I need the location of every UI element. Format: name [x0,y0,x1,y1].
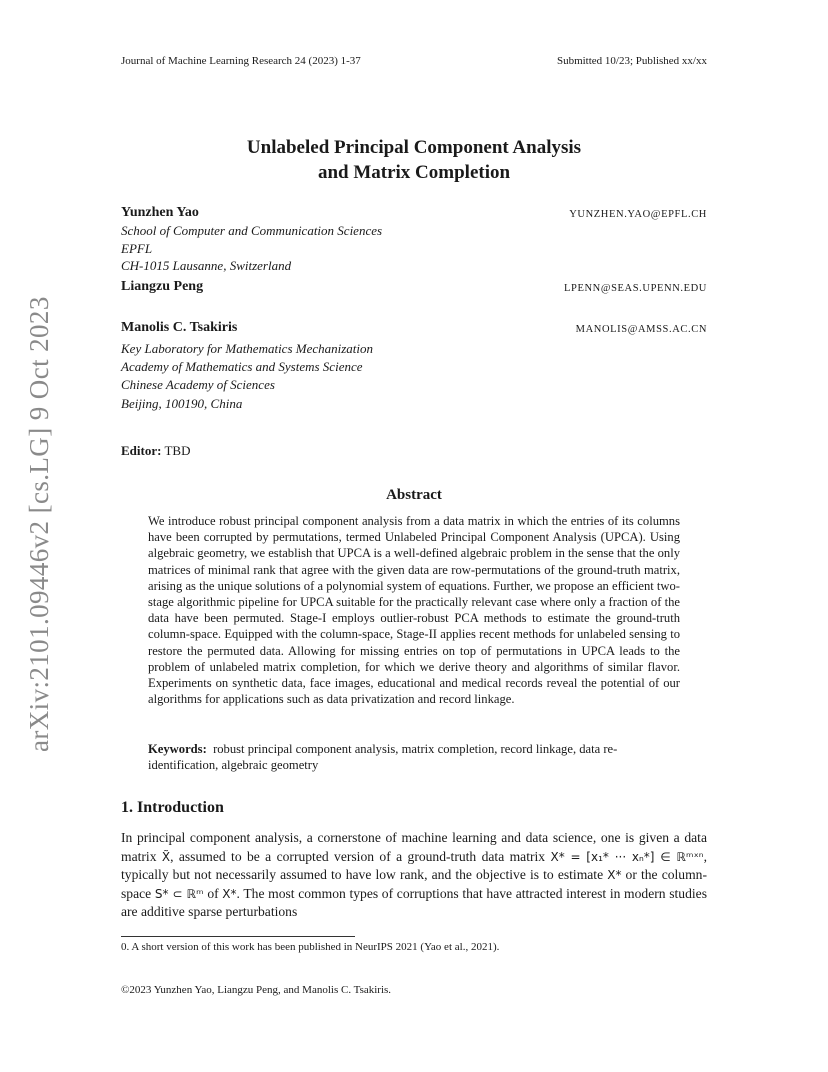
editor-value: TBD [164,443,191,458]
paper-title-line-2: and Matrix Completion [317,162,511,183]
introduction-paragraph [121,829,707,922]
intro-text-5: of [203,885,223,901]
math-x-star-definition: X* = [x₁* ··· xₙ*] ∈ ℝᵐˣⁿ [550,849,704,864]
keywords-text: robust principal component analysis, matrix completion, record linkage, data re-identification, algebraic geometry [148,742,618,773]
abstract-heading: Abstract [386,487,442,503]
author-email-1[interactable]: YUNZHEN.YAO@EPFL.CH [569,209,707,220]
editor-line [121,443,190,459]
intro-text-2: , assumed to be a corrupted version of a ground-truth data matrix [170,848,551,864]
intro-text-1: In principal component analysis, a cornerstone of machine learning and data science, one is given a data matrix [121,830,707,864]
author-name-3: Manolis C. Tsakiris [121,320,238,335]
abstract-text: We introduce robust principal component analysis from a data matrix in which the entries of its columns have been corrupted by permutations, termed Unlabeled Principal Component Analysis (UPCA). Using algebraic geometry, we establish that UPCA is a well-defined algebraic problem in the sense that the only matrices of minimal rank that agree with the given data are row-permutations of the ground-truth matrix, arising as the unique solutions of a polynomial system of equations. Further, we propose an efficient two-stage algorithmic pipeline for UPCA suitable for the practically relevant case where only a fraction of the data have been permuted. Stage-I employs outlier-robust PCA methods to estimate the ground-truth column-space. Equipped with the column-space, Stage-II applies recent methods for unlabeled sensing to restore the permuted data. Allowing for missing entries on top of permutations in UPCA leads to the problem of unlabeled matrix completion, for which we derive theory and algorithms of similar flavor. Experiments on synthetic data, face images, educational and medical records reveal the potential of our algorithms for applications such as data privatization and record linkage. [148,514,680,707]
paper-title-line-1: Unlabeled Principal Component Analysis [246,137,582,158]
intro-text-6: . The most common types of corruptions that have attracted interest in modern studies are additive sparse perturbations [121,885,707,920]
footnote: 0. A short version of this work has been published in NeurIPS 2021 (Yao et al., 2021). [121,941,500,953]
author-name-1: Yunzhen Yao [121,205,199,220]
copyright-notice: ©2023 Yunzhen Yao, Liangzu Peng, and Manolis C. Tsakiris. [121,984,392,996]
author-affiliation-1-line-1: School of Computer and Communication Sciences [121,223,383,238]
intro-text-4: or the column-space [121,867,707,901]
author-affiliation-3-line-2: Academy of Mathematics and Systems Science [121,359,363,374]
keywords-label: Keywords: [148,742,207,756]
math-x-tilde: X̃ [161,849,171,864]
math-x-star: X* [607,868,622,883]
author-affiliation-1-line-2: EPFL [121,241,153,256]
arxiv-stamp: arXiv:2101.09446v2 [cs.LG] 9 Oct 2023 [24,296,54,752]
author-name-2: Liangzu Peng [121,279,204,294]
keywords [148,741,680,773]
math-s-star: S* ⊂ ℝᵐ [154,886,204,901]
math-x-star-2: X* [222,886,237,901]
journal-header: Journal of Machine Learning Research 24 (2023) 1-37 [121,55,361,67]
submission-dates: Submitted 10/23; Published xx/xx [556,55,707,67]
author-email-2[interactable]: LPENN@SEAS.UPENN.EDU [563,283,707,294]
editor-label: Editor: [121,443,162,458]
author-affiliation-1-line-3: CH-1015 Lausanne, Switzerland [121,258,292,273]
author-affiliation-3-line-4: Beijing, 100190, China [121,396,243,411]
author-affiliation-3-line-1: Key Laboratory for Mathematics Mechanization [121,341,374,356]
author-affiliation-3-line-3: Chinese Academy of Sciences [121,377,275,392]
footnote-rule [121,936,355,937]
author-email-3[interactable]: MANOLIS@AMSS.AC.CN [575,324,707,335]
section-heading-introduction: 1. Introduction [121,799,224,816]
intro-text-3: , typically but not necessarily assumed to have low rank, and the objective is to estimate [121,848,707,883]
